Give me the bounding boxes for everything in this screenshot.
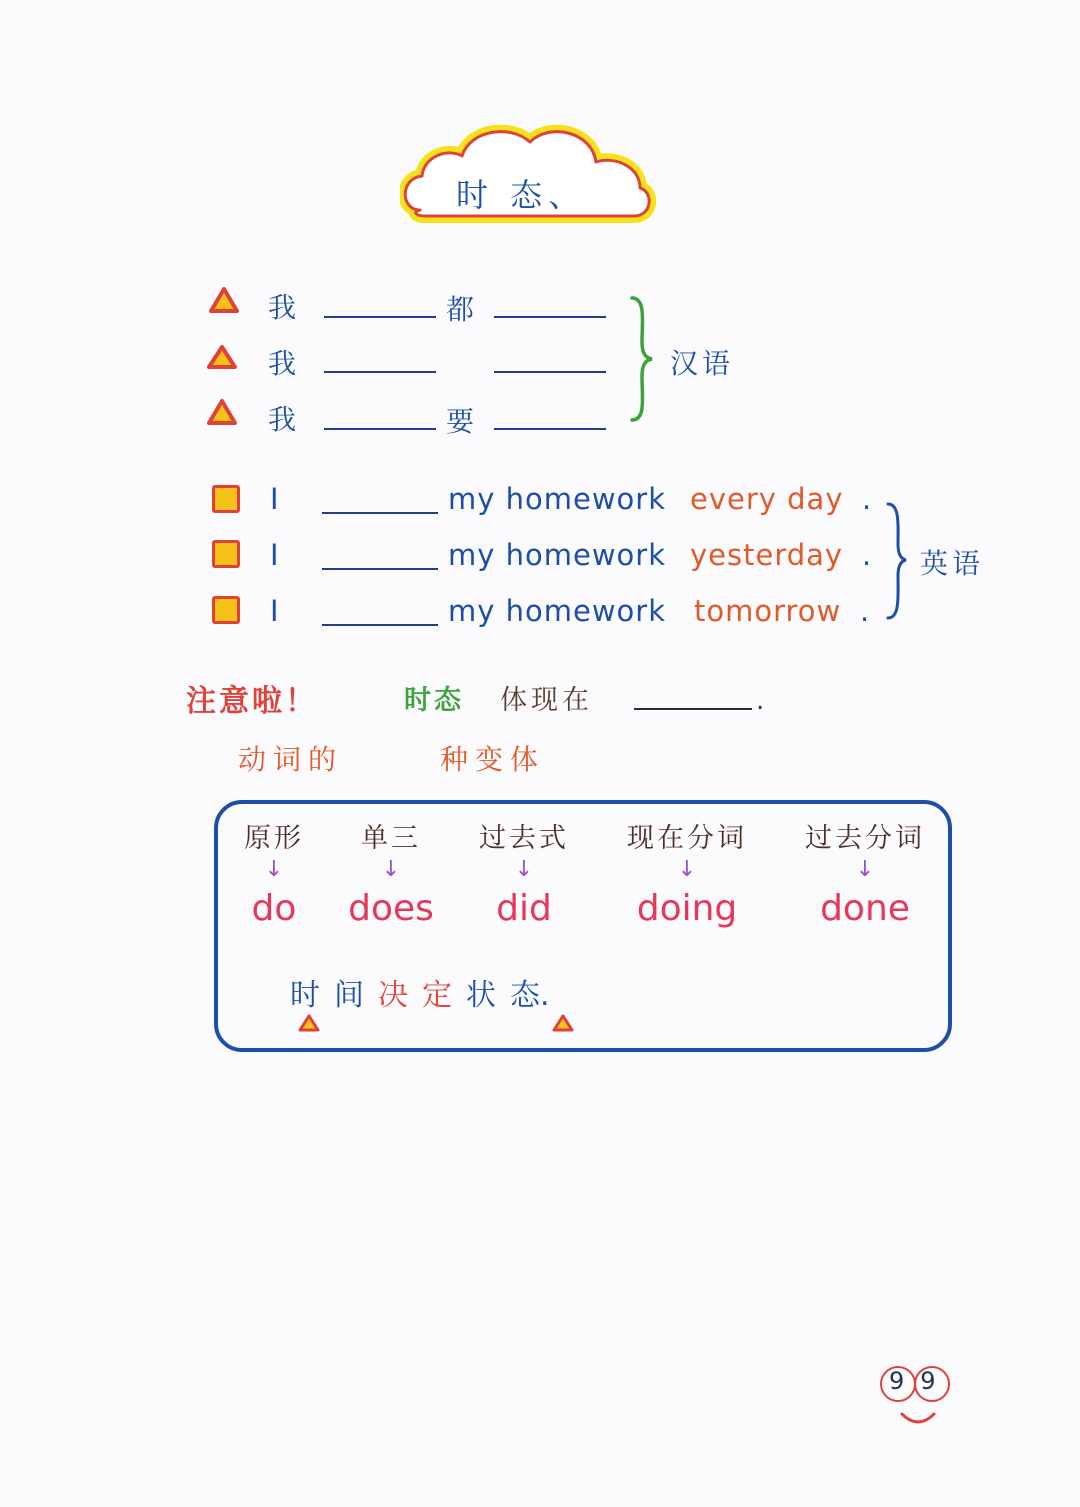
- green-brace-icon: [626, 292, 656, 426]
- down-arrow-icon: ↓: [855, 857, 875, 882]
- form-column-base: [224, 816, 324, 929]
- footer-char: 决: [378, 978, 408, 1013]
- note-heading: 注意啦！: [186, 684, 318, 719]
- cn-row-1-blank-2: [494, 316, 606, 318]
- down-arrow-icon: ↓: [514, 857, 534, 882]
- down-arrow-icon: ↓: [677, 857, 697, 882]
- page-number: [880, 1366, 952, 1406]
- triangle-icon: [208, 286, 240, 314]
- en-row-3-time: tomorrow: [694, 594, 842, 628]
- title-cloud: [400, 118, 660, 238]
- cn-row-2-blank-2: [494, 371, 606, 373]
- form-column-present-participle: [612, 816, 762, 929]
- cn-row-3-subject: 我: [268, 403, 301, 436]
- square-icon: [212, 540, 240, 568]
- form-word: did: [496, 888, 552, 929]
- en-row-1-time: every day: [690, 482, 844, 516]
- page-number-text: 99: [889, 1367, 952, 1395]
- chinese-label: 汉语: [670, 347, 735, 380]
- en-row-3-blank: [322, 624, 438, 626]
- en-row-2-time: yesterday: [690, 538, 844, 572]
- note-text: 体现在: [500, 685, 593, 716]
- form-label: 过去式: [479, 823, 569, 854]
- cn-row-2-blank-1: [324, 371, 436, 373]
- form-column-past: [464, 816, 584, 929]
- cn-row-3-blank-2: [494, 428, 606, 430]
- form-label: 原形: [244, 823, 304, 854]
- form-word: doing: [636, 888, 738, 929]
- triangle-icon: [552, 1014, 574, 1032]
- en-row-1-subject: I: [270, 482, 280, 516]
- form-word: done: [820, 888, 910, 929]
- cn-row-3-middle: 要: [446, 405, 479, 438]
- en-row-1-object: my homework: [448, 482, 667, 516]
- footer-char: .: [540, 978, 550, 1013]
- footer-char: 状: [466, 978, 496, 1013]
- cn-row-2-subject: 我: [268, 347, 301, 380]
- cn-row-3-blank-1: [324, 428, 436, 430]
- en-row-1-end: .: [862, 482, 873, 516]
- form-label: 过去分词: [805, 823, 925, 854]
- footer-char: 定: [422, 978, 452, 1013]
- down-arrow-icon: ↓: [264, 857, 284, 882]
- triangle-icon: [206, 398, 238, 426]
- note-blank: [634, 708, 752, 710]
- note-keyword: 时态: [404, 685, 464, 716]
- forms-footer: [290, 970, 550, 1014]
- blue-brace-icon: [884, 498, 912, 624]
- footer-char: 时: [290, 978, 320, 1013]
- square-icon: [212, 485, 240, 513]
- form-label: 单三: [361, 823, 421, 854]
- form-column-third-person: [336, 816, 446, 929]
- form-column-past-participle: [790, 816, 940, 929]
- triangle-icon: [298, 1014, 320, 1032]
- form-word: do: [251, 888, 297, 929]
- smile-icon: [898, 1410, 938, 1428]
- cn-row-1-blank-1: [324, 316, 436, 318]
- en-row-2-end: .: [862, 538, 873, 572]
- forms-heading-left: 动词的: [238, 743, 344, 776]
- forms-heading-right: 种变体: [440, 743, 546, 776]
- footer-char: 态: [510, 978, 540, 1013]
- cn-row-1-subject: 我: [268, 291, 301, 324]
- form-word: does: [348, 888, 434, 929]
- note-end: .: [756, 686, 765, 716]
- square-icon: [212, 596, 240, 624]
- form-label: 现在分词: [627, 823, 747, 854]
- down-arrow-icon: ↓: [381, 857, 401, 882]
- en-row-2-blank: [322, 568, 438, 570]
- en-row-3-end: .: [860, 594, 871, 628]
- en-row-1-blank: [322, 512, 438, 514]
- en-row-2-object: my homework: [448, 538, 667, 572]
- en-row-3-object: my homework: [448, 594, 667, 628]
- triangle-icon: [206, 344, 238, 370]
- english-label: 英语: [920, 547, 985, 580]
- page-title: 时 态、: [456, 176, 587, 214]
- footer-char: 间: [334, 978, 364, 1013]
- cn-row-1-middle: 都: [446, 293, 479, 326]
- en-row-3-subject: I: [270, 594, 280, 628]
- en-row-2-subject: I: [270, 538, 280, 572]
